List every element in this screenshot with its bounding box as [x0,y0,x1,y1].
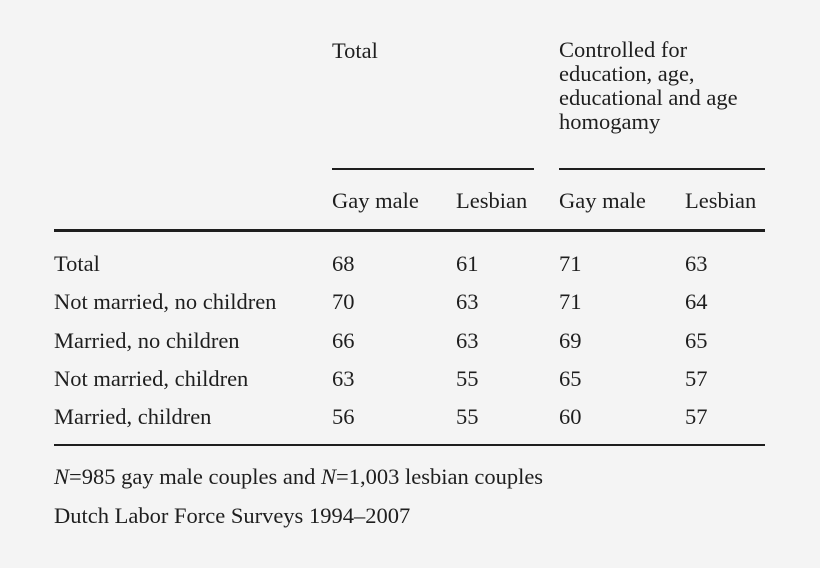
sub-header-gay-male-total: Gay male [332,188,419,213]
sample-size-note [54,464,543,490]
group-rule-total [332,168,534,170]
sub-header-gay-male-controlled: Gay male [559,188,646,213]
table-cell: 56 [332,404,355,429]
table-cell: 63 [332,366,355,391]
row-label: Total [54,251,100,276]
table-cell: 60 [559,404,582,429]
table-cell: 69 [559,328,582,353]
table-cell: 63 [456,328,479,353]
table-cell: 55 [456,404,479,429]
sub-header-lesbian-controlled: Lesbian [685,188,757,213]
table-cell: 71 [559,251,582,276]
table-cell: 57 [685,366,708,391]
table-cell: 70 [332,289,355,314]
header-rule [54,229,765,232]
table-cell: 66 [332,328,355,353]
sub-header-lesbian-total: Lesbian [456,188,528,213]
row-label: Not married, no children [54,289,277,314]
group-header-total: Total [332,38,378,63]
row-label: Married, children [54,404,212,429]
group-rule-controlled [559,168,765,170]
n-lesbian-text: =1,003 lesbian couples [336,464,544,489]
table-cell: 68 [332,251,355,276]
row-label: Married, no children [54,328,240,353]
n-symbol: N [321,464,337,489]
n-gay-male-text: =985 gay male couples and [69,464,322,489]
bottom-rule [54,444,765,446]
row-label: Not married, children [54,366,249,391]
table-cell: 57 [685,404,708,429]
table-cell: 65 [685,328,708,353]
table-cell: 64 [685,289,708,314]
table-cell: 55 [456,366,479,391]
n-symbol: N [54,464,70,489]
table-cell: 63 [685,251,708,276]
table-cell: 65 [559,366,582,391]
source-note: Dutch Labor Force Surveys 1994–2007 [54,503,411,528]
table-cell: 61 [456,251,479,276]
table-cell: 71 [559,289,582,314]
group-header-controlled: Controlled for education, age, educational and age homogamy [559,37,738,134]
table-cell: 63 [456,289,479,314]
